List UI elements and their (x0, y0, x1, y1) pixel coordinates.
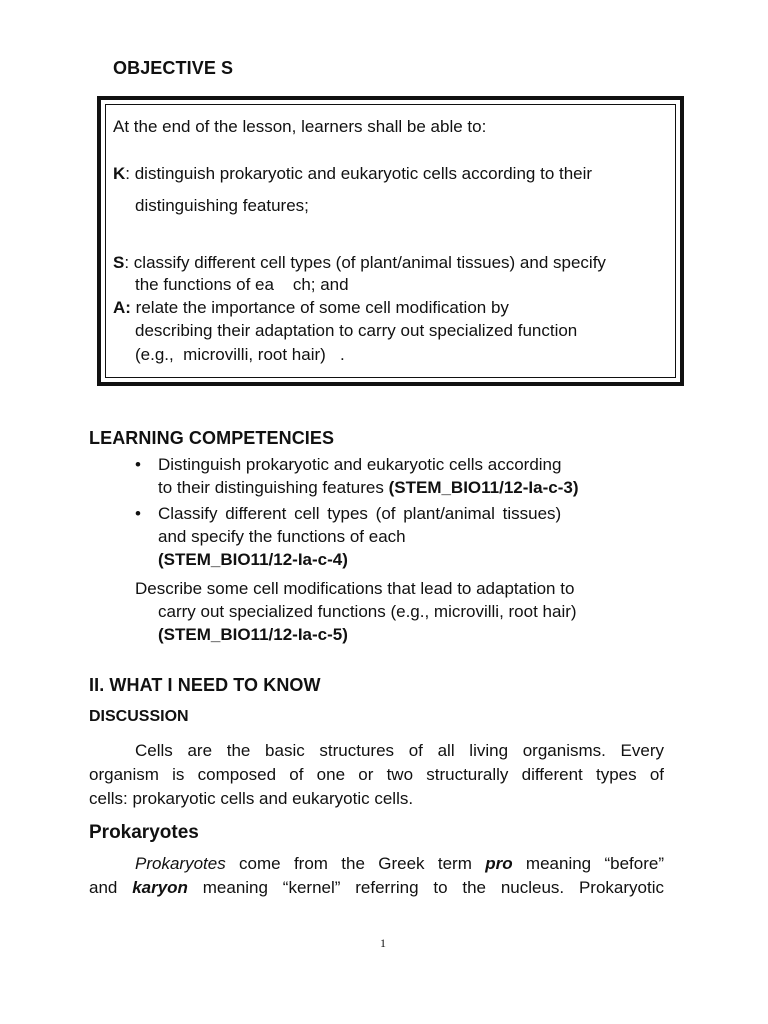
competency-2-code: (STEM_BIO11/12-Ia-c-4) (158, 550, 348, 569)
competencies-heading: LEARNING COMPETENCIES (89, 428, 335, 448)
objective-s-line1 (113, 253, 606, 273)
greek-pro: pro (485, 854, 513, 873)
page-number: 1 (380, 936, 386, 950)
competency-2-line2: and specify the functions of each (158, 527, 406, 546)
discussion-line-2: organism is composed of one or two structurally different types of (89, 765, 664, 784)
competency-3-line1 (135, 579, 574, 599)
objective-s-prefix: S (113, 253, 125, 272)
section-heading: II. WHAT I NEED TO KNOW (89, 675, 321, 695)
objective-a-line1 (113, 298, 509, 318)
competency-3-text: Describe some cell modifications that lead to adaptation to (135, 579, 575, 598)
greek-karyon: karyon (132, 878, 188, 897)
objectives-intro: At the end of the lesson, learners shall be able to: (113, 117, 487, 136)
objective-a-prefix: A: (113, 298, 131, 317)
objective-k-line2: distinguishing features; (135, 196, 309, 215)
discussion-line-1: Cells are the basic structures of all living organisms. Every (135, 741, 664, 760)
discussion-subheading: DISCUSSION (89, 708, 189, 725)
competency-3-code: (STEM_BIO11/12-Ia-c-5) (158, 625, 348, 644)
prokaryotes-line-2 (89, 876, 664, 900)
competency-1-line2 (158, 478, 579, 498)
objective-a-text: relate the importance of some cell modification by (130, 298, 509, 317)
objective-a-line2: describing their adaptation to carry out specialized function (135, 321, 578, 340)
objectives-box (97, 96, 684, 386)
objective-k-prefix: K (113, 164, 126, 183)
objective-s-line2: the functions of ea ch; and (135, 275, 349, 294)
competency-2-bullet: • (135, 504, 141, 523)
prokaryotes-and: and (89, 878, 133, 897)
objectives-heading: OBJECTIVE S (113, 58, 234, 78)
objective-s-text: : classify different cell types (of plant/animal tissues) and specify (124, 253, 606, 272)
prokaryotes-text-a: come from the Greek term (225, 854, 486, 873)
prokaryotes-text-c: meaning “kernel” referring to the nucleus. Prokaryotic (187, 878, 664, 897)
prokaryotes-term: Prokaryotes (135, 854, 226, 873)
objective-k-line1 (113, 164, 592, 184)
prokaryotes-text-b: meaning “before” (512, 854, 664, 873)
competency-2-line1: Classify different cell types (of plant/animal tissues) (158, 504, 562, 523)
discussion-line-3: cells: prokaryotic cells and eukaryotic cells. (89, 789, 414, 808)
competency-1-text: to their distinguishing features (158, 478, 389, 497)
prokaryotes-paragraph (89, 852, 664, 900)
competency-1-line1: Distinguish prokaryotic and eukaryotic cells according (158, 455, 562, 474)
prokaryotes-heading: Prokaryotes (89, 822, 199, 843)
objective-k-text: : distinguish prokaryotic and eukaryotic cells according to their (125, 164, 593, 183)
objective-a-line3: (e.g., microvilli, root hair) . (135, 345, 345, 364)
competency-1-bullet: • (135, 455, 141, 474)
competency-1-code: (STEM_BIO11/12-Ia-c-3) (388, 478, 579, 497)
prokaryotes-line-1 (89, 852, 664, 876)
competency-3-line2: carry out specialized functions (e.g., microvilli, root hair) (158, 602, 577, 621)
discussion-paragraph (89, 739, 664, 811)
